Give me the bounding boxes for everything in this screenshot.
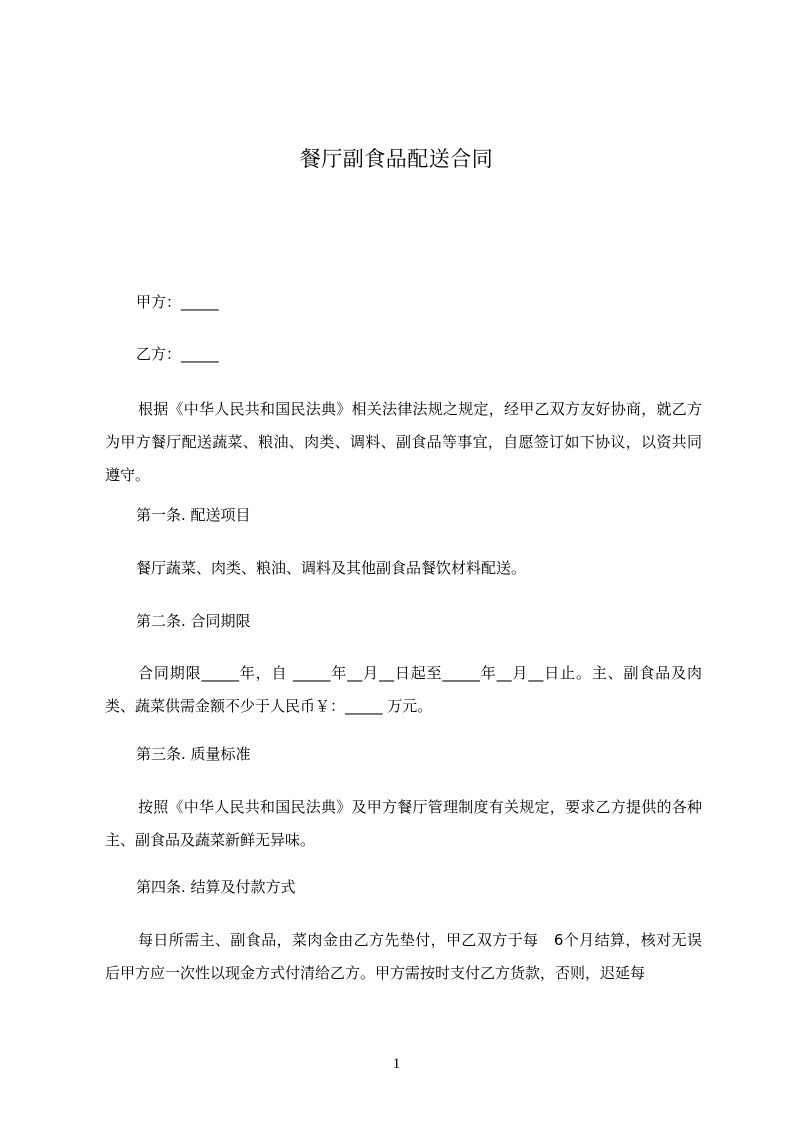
article-2-body: 合同期限_____年，自 _____年__月__日起至_____年__月__日止。主、副食品及肉类、蔬菜供需金额不少于人民币￥：_____ 万元。 [105, 664, 702, 715]
party-a-line: 甲方：_____ [136, 293, 219, 311]
article-1-heading: 第一条. 配送项目 [136, 506, 251, 524]
article-2-heading: 第二条. 合同期限 [136, 612, 251, 630]
intro-paragraph: 根据《中华人民共和国民法典》相关法律法规之规定，经甲乙双方友好协商，就乙方为甲方餐厅配送蔬菜、粮油、肉类、调料、副食品等事宜，自愿签订如下协议，以资共同遵守。 [105, 400, 702, 484]
page-number: 1 [392, 1056, 401, 1072]
article-4-body: 每日所需主、副食品，菜肉金由乙方先垫付，甲乙双方于每 6个月结算，核对无误后甲方应一次性以现金方式付清给乙方。甲方需按时支付乙方货款，否则，迟延每 [105, 931, 702, 982]
article-1-body: 餐厅蔬菜、肉类、粮油、调料及其他副食品餐饮材料配送。 [136, 559, 527, 577]
party-b-line: 乙方：_____ [136, 345, 219, 363]
article-3-heading: 第三条. 质量标准 [136, 745, 251, 763]
article-3-body: 按照《中华人民共和国民法典》及甲方餐厅管理制度有关规定，要求乙方提供的各种主、副食品及蔬菜新鲜无异味。 [105, 798, 702, 849]
document-title: 餐厅副食品配送合同 [299, 147, 494, 171]
article-4-heading: 第四条. 结算及付款方式 [136, 878, 296, 896]
